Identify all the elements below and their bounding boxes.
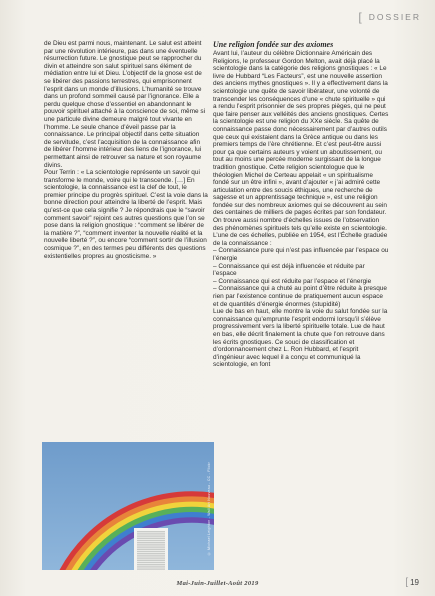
left-column xyxy=(44,40,208,260)
scale-item-1: – Connaissance pure qui n’est pas influencée par l’espace ou l’énergie xyxy=(213,247,389,263)
bracket-left: [ xyxy=(405,577,409,588)
shutter-slat xyxy=(137,533,165,534)
shutter-slat xyxy=(137,555,165,556)
page-number-value: 19 xyxy=(410,578,419,587)
issue-date: Mai-Juin-Juillet-Août 2019 xyxy=(176,580,259,587)
shutter-slat xyxy=(137,549,165,550)
section-tag-label: DOSSIER xyxy=(368,12,421,22)
shutter-slat xyxy=(137,566,165,567)
shutter-slat xyxy=(137,542,165,543)
right-paragraph-2: Lue de bas en haut, elle montre la voie du salut fondée sur la connaissance qu’emprunte l’esprit endormi lorsqu’il s’élève progressivement vers la liberté spirituelle totale. Lue de haut en bas, elle décrit finalement la chute que l’on retrouve dans les écrits gnostiques. Ce souci de classification et d’ordonnancement chez L. Ron Hubbard, et l’esprit d’ingénieur avec lequel il a conçu et communiqué la scientologie, en font xyxy=(213,308,388,369)
shutter-slat xyxy=(137,551,165,552)
scale-item-2: – Connaissance qui est déjà influencée et réduite par l’espace xyxy=(213,262,365,278)
shutter-slat xyxy=(137,568,165,569)
page-number xyxy=(405,577,419,588)
shutter-slat xyxy=(137,562,165,563)
shutter-slat xyxy=(137,540,165,541)
section-heading: Une religion fondée sur des axiomes xyxy=(213,40,334,49)
shutter-slat xyxy=(137,557,165,558)
left-paragraph-2: Pour Terrin : « La scientologie représente un savoir qui transforme le monde, voire qui le transcende. […] En scientologie, la connaissance est la clef de tout, le premier principe du progrès spirituel. C’est la voie dans la bonne direction pour atteindre la liberté de l’esprit. Mais qu’est-ce que cela signifie ? Je répondrais que le “savoir comment savoir” rejoint ces autres questions que l’on se pose dans la religion gnostique : “comment se libérer de la matière ?”, “comment inventer la nouvelle réalité et la nouvelle liberté ?”, ou encore “comment sortir de l’illusion cosmique ?”, en des termes peu différents des questions existentielles propres au gnosticisme. » xyxy=(44,169,208,260)
rainbow-wall-illustration xyxy=(42,442,214,570)
shutter-slat xyxy=(137,564,165,565)
bracket-left: [ xyxy=(358,10,364,24)
shutter-slat xyxy=(137,553,165,554)
shutter-slat xyxy=(137,546,165,547)
scale-item-4: – Connaissance qui a chuté au point d’être réduite à presque rien par l’existence continue de pratiquement aucun espace et de quantités d’énergie énormes (stupidité) xyxy=(213,285,387,308)
rainbow-wall-photo xyxy=(42,442,214,570)
section-tag xyxy=(358,10,421,24)
shutter-slat xyxy=(137,531,165,532)
shutter-slat xyxy=(137,560,165,561)
photo-credit: © Michael Leighton - Wall Art Nouveau - CC - Flickr xyxy=(207,462,211,556)
shutter-slat xyxy=(137,544,165,545)
right-paragraph-1: Avant lui, l’auteur du célèbre Dictionnaire Américain des Religions, le professeur Gordon Melton, avait déjà placé la scientologie dans la catégorie des religions gnostiques : « Le livre de Hubbard “Les Facteurs”, est une nouvelle assertion des anciens mythes gnostiques ». Il y a effectivement dans la scientologie une quête de savoir libérateur, une volonté de transcender les conséquences d’une « chute spirituelle » qui a rendu l’esprit prisonnier de ses propres pièges, qui ne peut que faire penser aux velléités des anciens gnostiques. Certes la scientologie est une religion du XXe siècle. Sa quête de connaissance passe donc nécessairement par d’autres outils que ceux qui existaient dans la Grèce antique ou dans les premiers temps de l’ère chrétienne. Et c’est peut-être aussi pour ça que certains auteurs y voient un aboutissement, ou tout au moins une percée moderne surgissant de la longue tradition gnostique. Cette religion scientologue que le théologien Michel de Certeau appelait « un spiritualisme fondé sur un être infini », avant d’ajouter « j’ai admiré cette articulation entre des soucis éthiques, une recherche de sagesse et un apprentissage technique », est une religion fondée sur des nombreux axiomes qui se découvrent au sein des centaines de milliers de pages écrites par son fondateur. On trouve aussi nombre d’échelles issues de l’observation des phénomènes spirituels tels qu’elle existe en scientologie. L’une de ces échelles, publiée en 1954, est l’Échelle graduée de la connaissance : xyxy=(213,50,389,247)
right-column xyxy=(213,40,389,369)
shutter-slat xyxy=(137,535,165,536)
scale-item-3: – Connaissance qui est réduite par l’espace et l’énergie xyxy=(213,277,372,285)
left-paragraph-1: de Dieu est parmi nous, maintenant. Le salut est atteint par une révolution intérieure, pas dans une éventuelle résurrection future. Le gnostique peut se rapprocher du divin et atteindre son salut spirituel sans élément de médiation entre lui et Dieu. L’objectif de la gnose est de se libérer des passions terrestres, qui emprisonnent l’esprit dans un monde d’illusions. L’humanité se trouve dans un profond sommeil causé par l’ignorance. Elle a perdu quelque chose d’essentiel en abandonnant le pouvoir spirituel attaché à la conscience de soi, même si une particule divine demeure malgré tout vivante en l’homme. Le seule chance d’éveil passe par la connaissance. Le principal objectif dans cette situation de servitude, c’est l’acquisition de la connaissance afin de libérer l’homme intérieur des liens de l’ignorance, lui permettant ainsi de retrouver sa nature et son royaume divins. xyxy=(44,40,206,169)
shutter-slat xyxy=(137,538,165,539)
